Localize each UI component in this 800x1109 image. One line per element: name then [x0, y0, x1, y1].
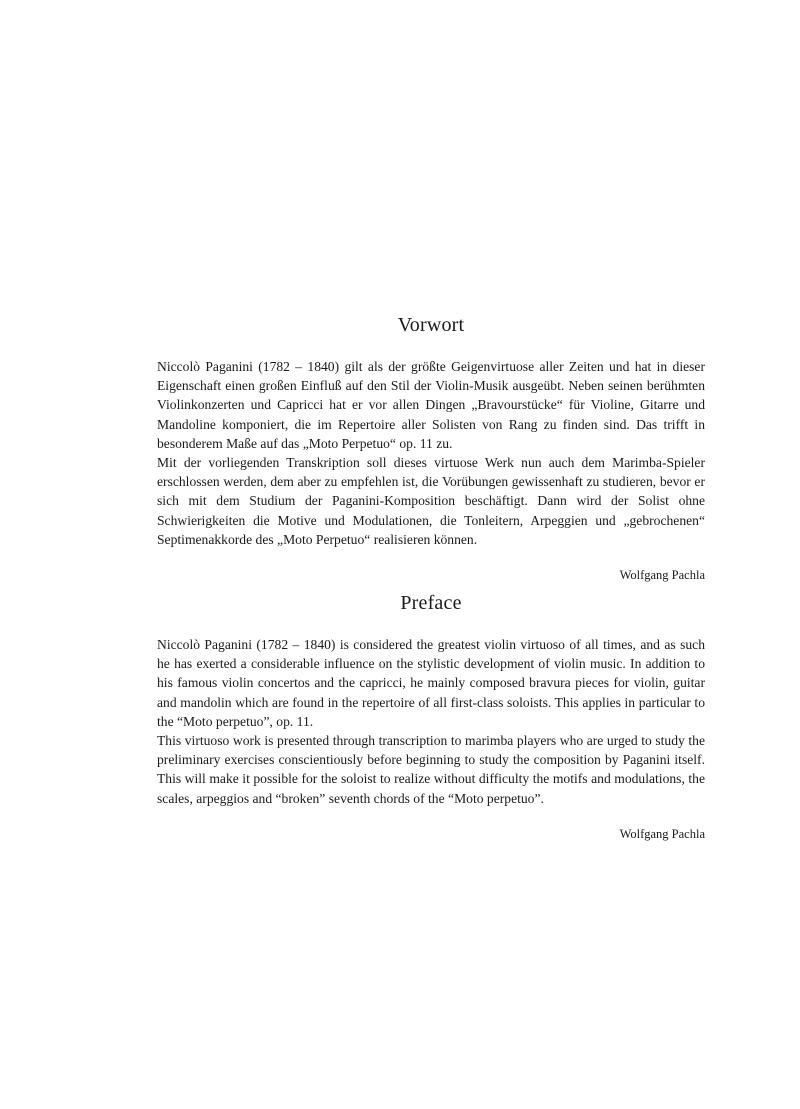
preface-signature: Wolfgang Pachla [619, 826, 705, 841]
vorwort-title: Vorwort [397, 314, 465, 336]
preface-title: Preface [400, 592, 462, 614]
vorwort-section [157, 314, 705, 583]
vorwort-paragraph-1: Niccolò Paganini (1782 – 1840) gilt als der größte Geigenvirtuose aller Zeiten und hat in dieser Eigenschaft einen großen Einfluß auf den Stil der Violin-Musik ausgeübt. Neben seinen berühmten Violinkonzerten und Capricci hat er vor allen Dingen „Bravourstücke“ für Violine, Gitarre und Mandoline komponiert, die im Repertoire aller Solisten von Rang zu finden sind. Das trifft in besonderem Maße auf das „Moto Perpetuo“ op. 11 zu. [157, 359, 705, 451]
vorwort-paragraph-2: Mit der vorliegenden Transkription soll dieses virtuose Werk nun auch dem Marimba-Spieler erschlossen werden, dem aber zu empfehlen ist, die Vorübungen gewissenhaft zu studieren, bevor er sich mit dem Studium der Paganini-Komposition beschäftigt. Dann wird der Solist ohne Schwierigkeiten die Motive und Modulationen, die Tonleitern, Arpeggien und „gebrochenen“ Septimenakkorde des „Moto Perpetuo“ realisieren können. [157, 455, 705, 547]
preface-section [157, 592, 705, 842]
vorwort-signature: Wolfgang Pachla [619, 568, 705, 583]
preface-paragraph-1: Niccolò Paganini (1782 – 1840) is considered the greatest violin virtuoso of all times, and as such he has exerted a considerable influence on the stylistic development of violin music. In addition to his famous violin concertos and the capricci, he mainly composed bravura pieces for violin, guitar and mandolin which are found in the repertoire of all first-class soloists. This applies in particular to the “Moto perpetuo”, op. 11. [157, 637, 705, 729]
preface-paragraph-2: This virtuoso work is presented through transcription to marimba players who are urged to study the preliminary exercises conscientiously before beginning to study the composition by Paganini itself. This will make it possible for the soloist to realize without difficulty the motifs and modulations, the scales, arpeggios and “broken” seventh chords of the “Moto perpetuo”. [157, 733, 705, 806]
